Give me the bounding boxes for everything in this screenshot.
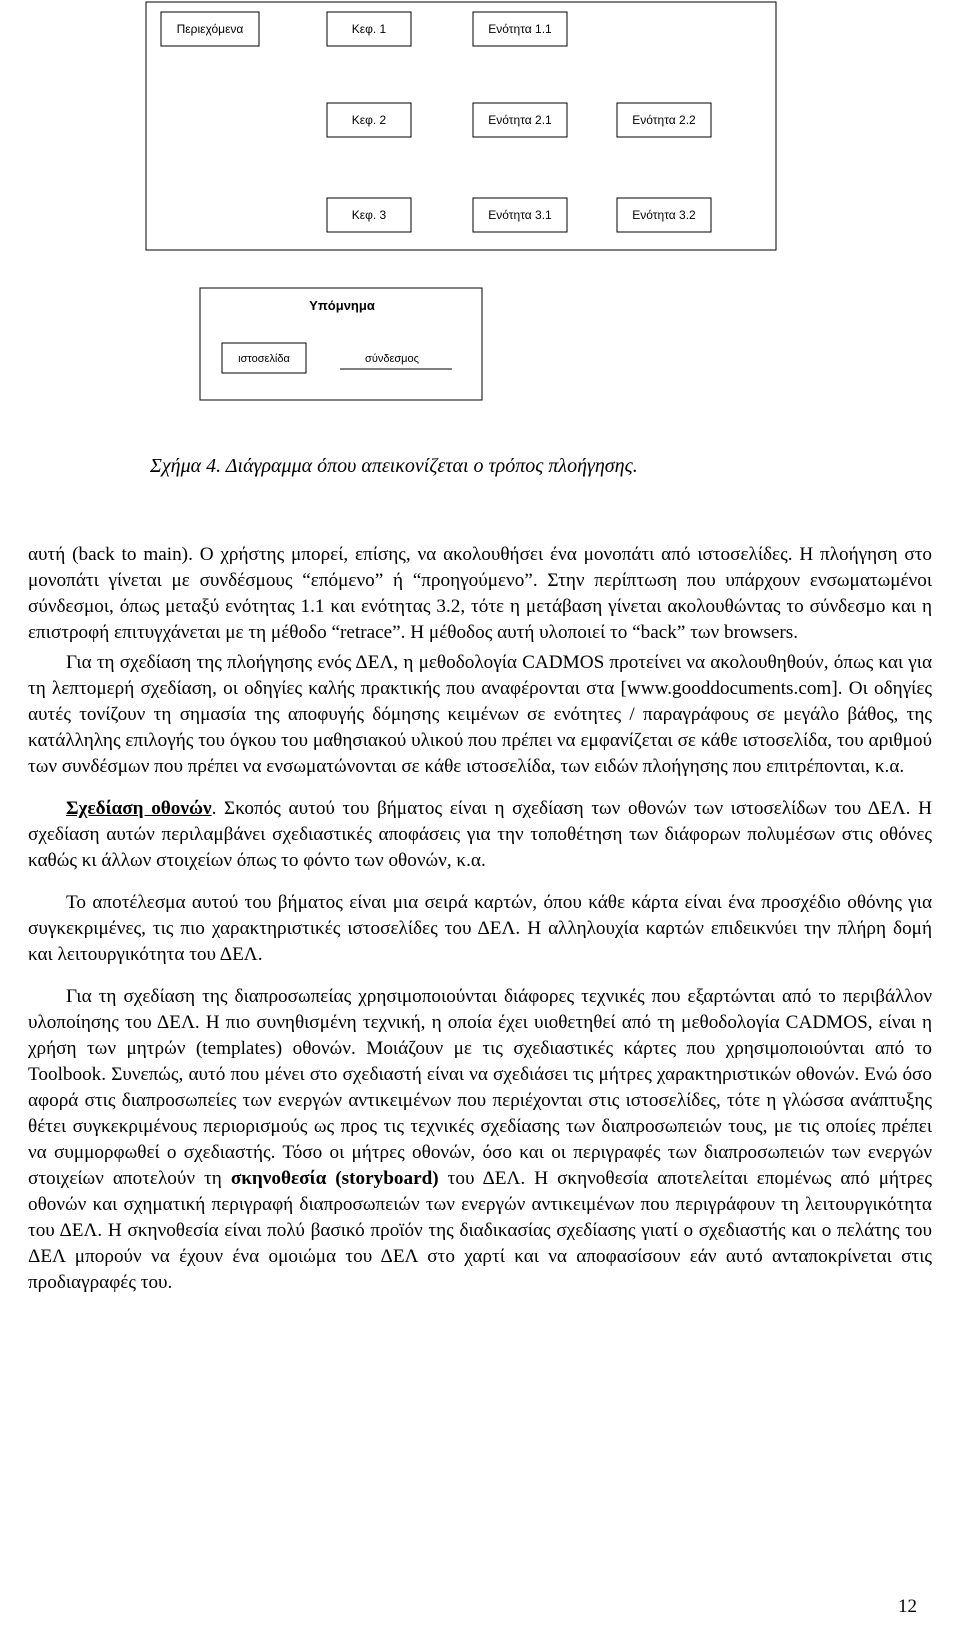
paragraph-3-text: . Σκοπός αυτού του βήματος είναι η σχεδίαση των οθονών των ιστοσελίδων του ΔΕΛ. Η σχεδίαση αυτών περιλαμβάνει σχεδιαστικές αποφάσεις για την τοποθέτηση των διάφορων πολυμέσων στις οθόνες καθώς κι άλλων στοιχείων όπως το φόντο των οθονών, κ.α. bbox=[28, 798, 932, 871]
paragraph-3 bbox=[28, 796, 932, 874]
paragraph-5-text-a: Για τη σχεδίαση της διαπροσωπείας χρησιμοποιούνται διάφορες τεχνικές που εξαρτώνται από το περιβάλλον υλοποίησης του ΔΕΛ. Η πιο συνηθισμένη τεχνική, η οποία έχει υιοθετηθεί από τη μεθοδολογία CADMOS, είναι η χρήση των μητρών (templates) οθονών. Μοιάζουν με τις σχεδιαστικές κάρτες που χρησιμοποιούνται από το Toolbook. Συνεπώς, αυτό που μένει στο σχεδιαστή είναι να σχεδιάσει τις μήτρες χαρακτηριστικών οθονών. Ενώ όσο αφορά στις διαπροσωπείες των ενεργών αντικειμένων που περιέχονται στις ιστοσελίδες, τότε η γλώσσα ανάπτυξης θέτει συγκεκριμένους περιορισμούς ως προς τις τεχνικές σχεδίασης των διαπροσωπειών τους, με τις οποίες πρέπει να συμμορφωθεί ο σχεδιαστής. Τόσο οι μήτρες οθονών, όσο και οι περιγραφές των διαπροσωπειών των ενεργών στοιχείων αποτελούν τη bbox=[28, 986, 932, 1189]
figure-caption: Σχήμα 4. Διάγραμμα όπου απεικονίζεται ο τρόπος πλοήγησης. bbox=[150, 455, 638, 477]
legend-title: Υπόμνημα bbox=[309, 298, 375, 313]
legend-page-label: ιστοσελίδα bbox=[238, 353, 290, 365]
node-sec-2-1-label: Ενότητα 2.1 bbox=[488, 113, 552, 127]
node-sec-3-2-label: Ενότητα 3.2 bbox=[632, 208, 696, 222]
legend-link-label: σύνδεσμος bbox=[365, 353, 419, 365]
page-number: 12 bbox=[898, 1596, 917, 1617]
paragraph-2: Για τη σχεδίαση της πλοήγησης ενός ΔΕΛ, η μεθοδολογία CADMOS προτείνει να ακολουθηθούν, όπως και για τη λεπτομερή σχεδίαση, οι οδηγίες καλής πρακτικής που αναφέρονται στα [www.gooddocuments.com]. Οι οδηγίες αυτές τονίζουν τη σημασία της αποφυγής δόμησης κειμένων σε ενότητες / παραγράφους σε μεγάλο βάθος, της κατάλληλης επιλογής του όγκου του μαθησιακού υλικού που πρέπει να εμφανίζεται σε κάθε ιστοσελίδα, του αριθμού των συνδέσμων που πρέπει να ενσωματώνονται σε κάθε ιστοσελίδα, των ειδών πλοήγησης που επιτρέπονται, κ.α. bbox=[28, 652, 932, 777]
node-ch3-label: Κεφ. 3 bbox=[351, 208, 387, 222]
section-heading-screen-design: Σχεδίαση οθονών bbox=[66, 798, 212, 819]
node-ch2-label: Κεφ. 2 bbox=[351, 113, 387, 127]
node-sec-1-1-label: Ενότητα 1.1 bbox=[488, 22, 552, 36]
node-sec-3-1-label: Ενότητα 3.1 bbox=[488, 208, 552, 222]
paragraph-1: αυτή (back to main). Ο χρήστης μπορεί, επίσης, να ακολουθήσει ένα μονοπάτι από ιστοσελίδες. Η πλοήγηση στο μονοπάτι γίνεται με συνδέσμους “επόμενο” ή “προηγούμενο”. Στην περίπτωση που υπάρχουν ενσωματωμένοι σύνδεσμοι, όπως μεταξύ ενότητας 1.1 και ενότητας 3.2, τότε η μετάβαση γίνεται ακολουθώντας το σύνδεσμο και η επιστροφή επιτυγχάνεται με τη μέθοδο “retrace”. Η μέθοδος αυτή υλοποιεί το “back” των browsers. bbox=[28, 544, 932, 643]
paragraph-5 bbox=[28, 984, 932, 1296]
navigation-diagram bbox=[0, 0, 960, 440]
node-ch1-label: Κεφ. 1 bbox=[351, 22, 387, 36]
node-contents-label: Περιεχόμενα bbox=[176, 22, 244, 36]
paragraph-5-text-b: του ΔΕΛ. Η σκηνοθεσία αποτελείται επομένως από μήτρες οθονών και σχηματική περιγραφή διαπροσωπειών των ενεργών αντικειμένων που περιγράφουν τη λειτουργικότητα του ΔΕΛ. Η σκηνοθεσία είναι πολύ βασικό προϊόν της διαδικασίας σχεδίασης γιατί ο σχεδιαστής και ο πελάτης του ΔΕΛ μπορούν να έχουν ένα ομοιώμα του ΔΕΛ στο χαρτί και να αποφασίσουν εάν αυτό ανταποκρίνεται στις προδιαγραφές του. bbox=[28, 1168, 932, 1293]
body-text bbox=[28, 542, 932, 1312]
node-sec-2-2-label: Ενότητα 2.2 bbox=[632, 113, 696, 127]
storyboard-term: σκηνοθεσία (storyboard) bbox=[230, 1168, 439, 1189]
paragraph-4: Το αποτέλεσμα αυτού του βήματος είναι μια σειρά καρτών, όπου κάθε κάρτα είναι ένα προσχέδιο οθόνης για συγκεκριμένες, τις πιο χαρακτηριστικές ιστοσελίδες του ΔΕΛ. Η αλληλουχία καρτών επιδεικνύει την πλήρη δομή και λειτουργικότητα του ΔΕΛ. bbox=[28, 892, 932, 965]
